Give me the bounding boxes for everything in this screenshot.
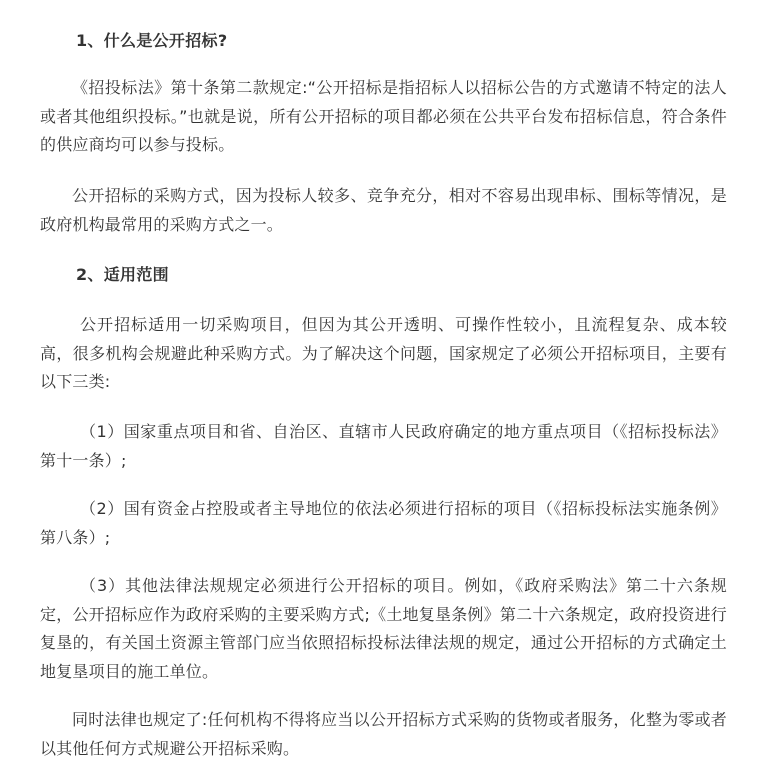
paragraph-definition: 《招投标法》第十条第二款规定:“公开招标是指招标人以招标公告的方式邀请不特定的法人或者其他组织投标。”也就是说，所有公开招标的项目都必须在公共平台发布招标信息，符合条件的供应商均可以参与投标。 [40,78,727,154]
list-item-category-2: （2）国有资金占控股或者主导地位的依法必须进行招标的项目（《招标投标法实施条例》第八条）; [40,499,727,547]
list-item-category-3: （3）其他法律法规规定必须进行公开招标的项目。例如，《政府采购法》第二十六条规定，公开招标应作为政府采购的主要采购方式;《土地复垦条例》第二十六条规定，政府投资进行复垦的，有关国土资源主管部门应当依照招标投标法律法规的规定，通过公开招标的方式确定土地复垦项目的施工单位。 [40,576,727,681]
paragraph-procurement-method: 公开招标的采购方式，因为投标人较多、竞争充分，相对不容易出现串标、围标等情况，是政府机构最常用的采购方式之一。 [40,186,727,234]
section-heading-scope: 2、适用范围 [76,265,169,284]
paragraph-closing-rule: 同时法律也规定了:任何机构不得将应当以公开招标方式采购的货物或者服务，化整为零或者以其他任何方式规避公开招标采购。 [40,710,727,758]
section-heading-what-is-open-bidding: 1、什么是公开招标? [76,31,228,50]
paragraph-scope-intro: 公开招标适用一切采购项目，但因为其公开透明、可操作性较小，且流程复杂、成本较高，很多机构会规避此种采购方式。为了解决这个问题，国家规定了必须公开招标项目，主要有以下三类: [40,315,727,391]
list-item-category-1: （1）国家重点项目和省、自治区、直辖市人民政府确定的地方重点项目（《招标投标法》第十一条）; [40,422,727,470]
